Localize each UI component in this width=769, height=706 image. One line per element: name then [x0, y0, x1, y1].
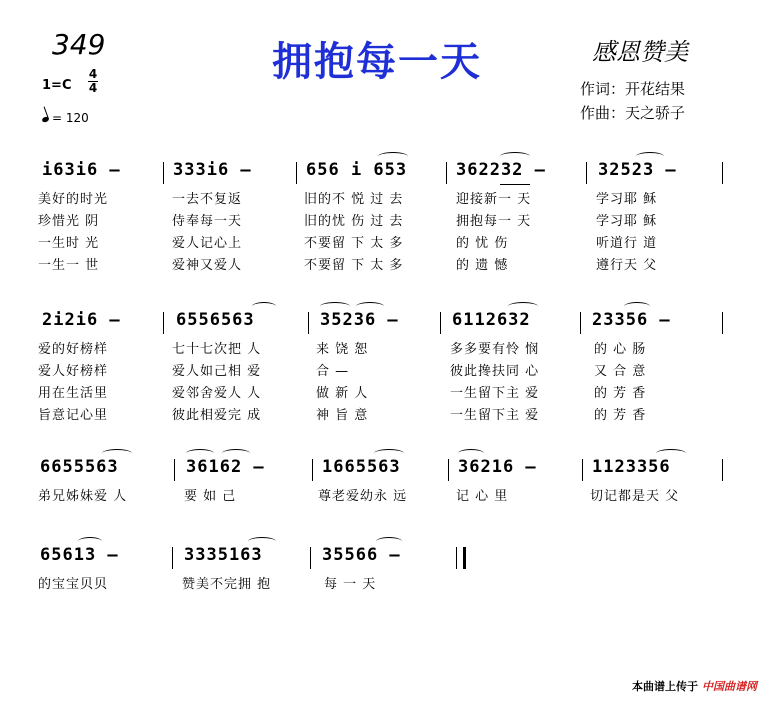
measure: 35236 – — [320, 310, 399, 330]
lyric-text: 旧的忧 伤 过 去 — [304, 214, 404, 229]
lyric-text: 一去不复返 — [172, 192, 243, 207]
lyric-text: 珍惜光 阴 — [38, 214, 100, 229]
lyric-text: 切记都是天 父 — [590, 489, 680, 504]
lyric-text: 弟兄姊妹爱 人 — [38, 489, 128, 504]
score-system-4 — [38, 545, 728, 605]
lyric-text: 爱神又爱人 — [172, 258, 243, 273]
lyric-text: 迎接新一 天 — [456, 192, 532, 207]
lyric-text: 七十七次把 人 — [172, 342, 262, 357]
song-title: 拥抱每一天 — [272, 39, 482, 85]
time-signature-top: 4 — [88, 67, 98, 81]
measure: 333i6 – — [173, 160, 252, 180]
lyric-text: 不要留 下 太 多 — [304, 258, 404, 273]
lyric-text: 爱人如己相 爱 — [172, 364, 262, 379]
site-logo[interactable]: 中国曲谱网 — [702, 680, 757, 693]
lyric-text: 不要留 下 太 多 — [304, 236, 404, 251]
notes-row — [38, 545, 728, 569]
lyric-text: 一生时 光 — [38, 236, 100, 251]
tempo-marking — [42, 111, 89, 125]
lyric-text: 多多要有怜 悯 — [450, 342, 540, 357]
measure: 36216 – — [458, 457, 537, 477]
lyric-text: 赞美不完拥 抱 — [182, 577, 272, 592]
score-system-1 — [38, 160, 728, 280]
lyric-text: 旨意记心里 — [38, 408, 109, 423]
upload-footer — [632, 678, 757, 694]
lyric-text: 的 遗 憾 — [456, 258, 509, 273]
notes-row — [38, 457, 728, 481]
lyric-text: 每 一 天 — [324, 577, 377, 592]
measure: 6655563 — [40, 457, 119, 477]
lyricist-credit: 作词：开花结果 — [580, 80, 686, 98]
lyric-text: 用在生活里 — [38, 386, 109, 401]
lyric-text: 的 芳 香 — [594, 386, 647, 401]
measure: 1665563 — [322, 457, 401, 477]
lyric-text: 美好的时光 — [38, 192, 109, 207]
lyric-text: 学习耶 稣 — [596, 192, 658, 207]
measure: 3335163 — [184, 545, 263, 565]
measure: 35566 – — [322, 545, 401, 565]
lyric-text: 听道行 道 — [596, 236, 658, 251]
lyric-text: 做 新 人 — [316, 386, 369, 401]
key-signature: 1=C — [42, 78, 72, 93]
lyric-text: 来 饶 恕 — [316, 342, 369, 357]
lyric-text: 的 心 肠 — [594, 342, 647, 357]
measure: 23356 – — [592, 310, 671, 330]
measure: 65613 – — [40, 545, 119, 565]
composer-credit: 作曲：天之骄子 — [580, 104, 686, 122]
lyric-text: 的宝宝贝贝 — [38, 577, 109, 592]
measure: i63i6 – — [42, 160, 121, 180]
measure: 6556563 — [176, 310, 255, 330]
measure: 362232 – — [456, 160, 546, 180]
lyric-text: 爱人好榜样 — [38, 364, 109, 379]
lyric-text: 一生一 世 — [38, 258, 100, 273]
lyric-text: 遵行天 父 — [596, 258, 658, 273]
lyric-text: 又 合 意 — [594, 364, 647, 379]
lyric-text: 的 忧 伤 — [456, 236, 509, 251]
tempo-value: = 120 — [52, 111, 89, 125]
category-label: 感恩赞美 — [592, 38, 688, 66]
quarter-note-icon — [41, 116, 49, 123]
lyric-text: 的 芳 香 — [594, 408, 647, 423]
lyric-text: 一生留下主 爱 — [450, 408, 540, 423]
lyric-text: 侍奉每一天 — [172, 214, 243, 229]
lyric-text: 记 心 里 — [456, 489, 509, 504]
lyric-text: 合 — — [316, 364, 350, 379]
footer-text: 本曲谱上传于 — [632, 680, 698, 693]
lyric-text: 神 旨 意 — [316, 408, 369, 423]
measure: 656 i 653 — [306, 160, 408, 180]
time-signature — [88, 68, 98, 95]
score-system-2 — [38, 310, 728, 430]
lyric-text: 爱邻舍爱人 人 — [172, 386, 262, 401]
lyric-text: 拥抱每一 天 — [456, 214, 532, 229]
score-system-3 — [38, 457, 728, 517]
time-signature-bottom: 4 — [88, 81, 98, 95]
lyric-text: 彼此相爱完 成 — [172, 408, 262, 423]
notes-row — [38, 160, 728, 184]
measure: 2i2i6 – — [42, 310, 121, 330]
lyric-text: 一生留下主 爱 — [450, 386, 540, 401]
lyric-text: 要 如 己 — [184, 489, 237, 504]
measure: 1123356 — [592, 457, 671, 477]
lyric-text: 爱的好榜样 — [38, 342, 109, 357]
notes-row — [38, 310, 728, 334]
lyric-text: 旧的不 悦 过 去 — [304, 192, 404, 207]
lyric-text: 尊老爱幼永 远 — [318, 489, 408, 504]
lyric-text: 学习耶 稣 — [596, 214, 658, 229]
measure: 6112632 — [452, 310, 531, 330]
measure: 32523 – — [598, 160, 677, 180]
lyric-text: 爱人记心上 — [172, 236, 243, 251]
lyric-text: 彼此搀扶同 心 — [450, 364, 540, 379]
hymn-number: 349 — [52, 28, 106, 61]
measure: 36162 – — [186, 457, 265, 477]
